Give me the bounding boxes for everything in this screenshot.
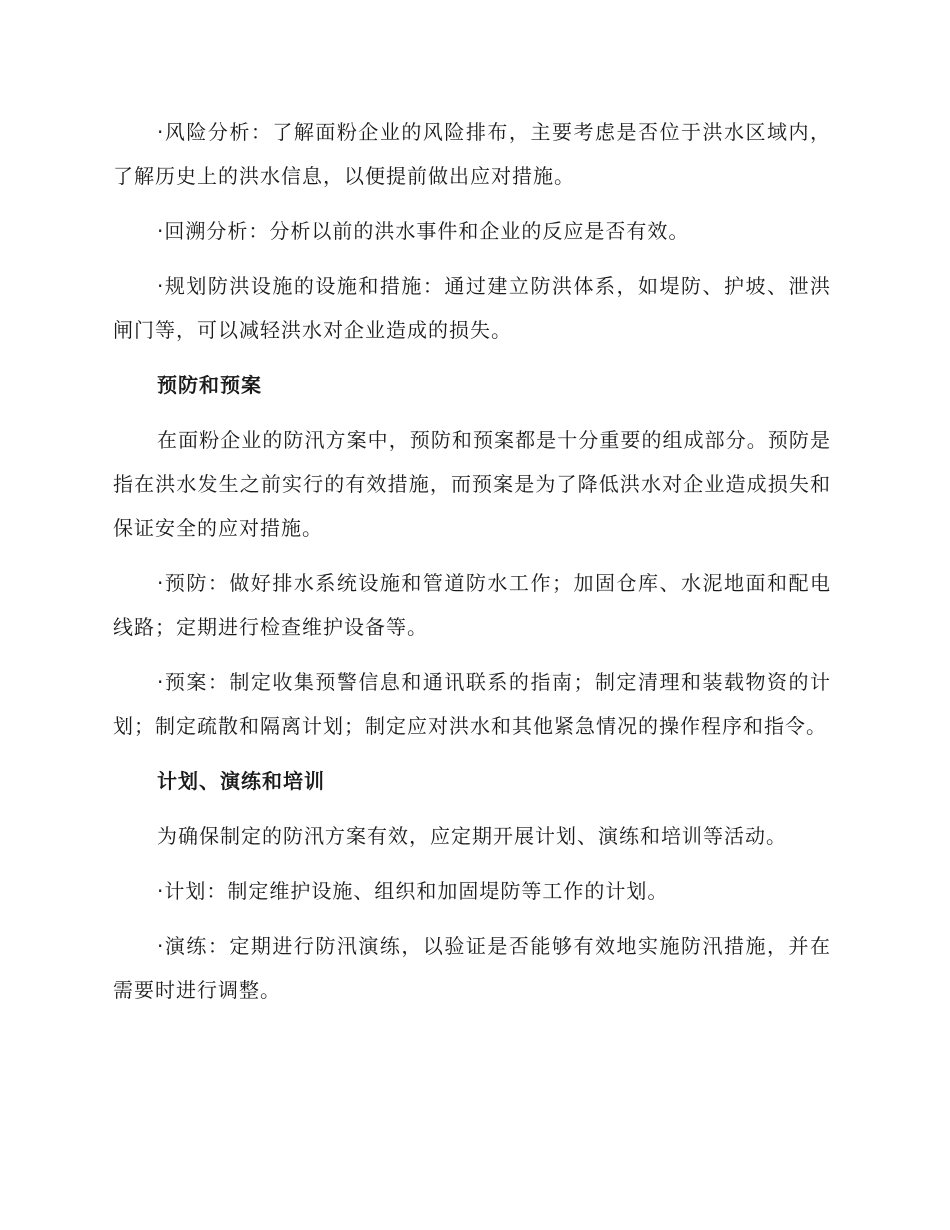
section-heading-planning: 计划、演练和培训 <box>157 769 325 793</box>
bullet-retrospective-analysis: ·回溯分析：分析以前的洪水事件和企业的反应是否有效。 <box>157 219 690 243</box>
bullet-contingency-plan: ·预案：制定收集预警信息和通讯联系的指南；制定清理和装载物资的计划；制定疏散和隔离计划；制定应对洪水和其他紧急情况的操作程序和指令。 <box>113 670 831 738</box>
bullet-flood-facilities: ·规划防洪设施的设施和措施：通过建立防洪体系，如堤防、护坡、泄洪闸门等，可以减轻洪水对企业造成的损失。 <box>113 274 831 342</box>
bullet-drill: ·演练：定期进行防汛演练，以验证是否能够有效地实施防汛措施，并在需要时进行调整。 <box>113 934 831 1002</box>
paragraph-planning-intro: 为确保制定的防汛方案有效，应定期开展计划、演练和培训等活动。 <box>157 824 787 848</box>
section-heading-prevention: 预防和预案 <box>157 373 262 397</box>
document-page <box>113 110 831 1012</box>
bullet-prevention: ·预防：做好排水系统设施和管道防水工作；加固仓库、水泥地面和配电线路；定期进行检查维护设备等。 <box>113 571 831 639</box>
paragraph-prevention-intro: 在面粉企业的防汛方案中，预防和预案都是十分重要的组成部分。预防是指在洪水发生之前实行的有效措施，而预案是为了降低洪水对企业造成损失和保证安全的应对措施。 <box>113 428 831 540</box>
bullet-plan: ·计划：制定维护设施、组织和加固堤防等工作的计划。 <box>157 879 669 903</box>
bullet-risk-analysis: ·风险分析：了解面粉企业的风险排布，主要考虑是否位于洪水区域内，了解历史上的洪水信息，以便提前做出应对措施。 <box>113 120 831 188</box>
